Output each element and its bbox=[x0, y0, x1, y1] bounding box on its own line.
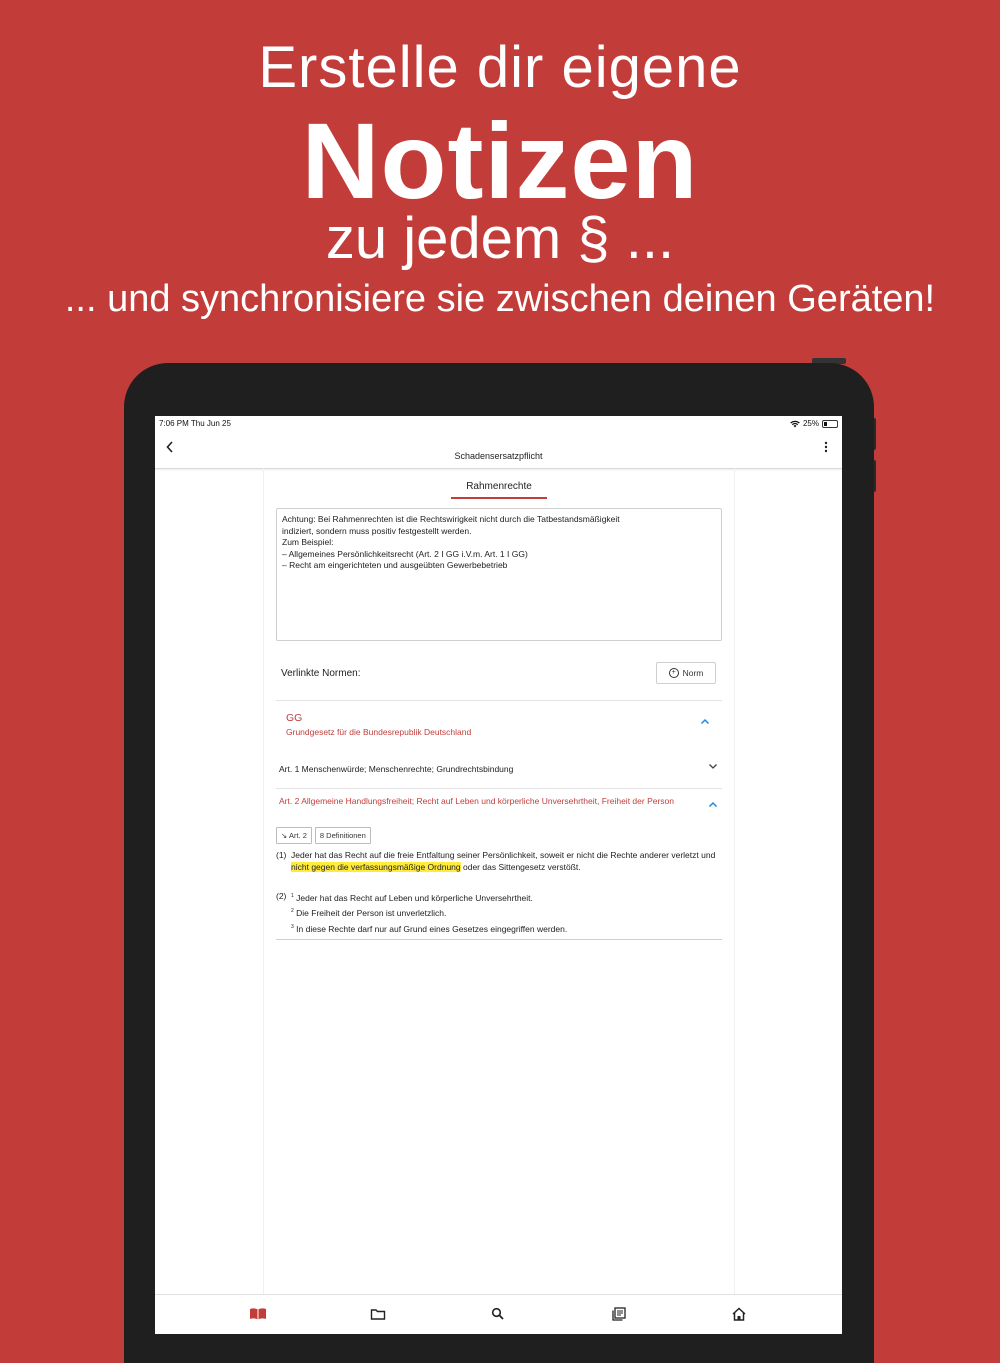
status-bar bbox=[155, 416, 842, 432]
library-icon bbox=[611, 1307, 627, 1321]
article-1-title[interactable]: Art. 1 Menschenwürde; Menschenrechte; Grundrechtsbindung bbox=[279, 764, 514, 774]
promo-headline: Notizen bbox=[301, 100, 699, 221]
article-link-chip[interactable] bbox=[276, 827, 312, 844]
divider bbox=[276, 788, 722, 789]
collapse-article-2-button[interactable] bbox=[708, 800, 718, 810]
battery-percent: 25% bbox=[802, 419, 819, 428]
tab-home[interactable] bbox=[731, 1307, 751, 1323]
note-line: – Recht am eingerichteten und ausgeübten Gewerbebetrieb bbox=[282, 560, 508, 570]
sentence-text: In diese Rechte darf nur auf Grund eines Gesetzes eingegriffen werden. bbox=[296, 923, 568, 934]
paragraph-text: oder das Sittengesetz verstößt. bbox=[460, 861, 581, 872]
highlighted-text[interactable]: nicht gegen die verfassungsmäßige Ordnung bbox=[291, 861, 461, 872]
plus-circle-icon: + bbox=[669, 668, 679, 678]
tab-book[interactable] bbox=[249, 1307, 269, 1323]
article-chips bbox=[276, 827, 371, 844]
main-content bbox=[263, 468, 735, 1294]
more-menu-button[interactable] bbox=[824, 441, 828, 453]
note-line: Zum Beispiel: bbox=[282, 537, 334, 547]
book-icon bbox=[249, 1307, 267, 1321]
divider bbox=[276, 700, 722, 701]
paragraph-text: Jeder hat das Recht auf die freie Entfaltung seiner Persönlichkeit, soweit er nicht die Rechte anderer verletzt und bbox=[291, 850, 716, 860]
battery-icon bbox=[822, 420, 838, 428]
chevron-up-icon bbox=[708, 801, 718, 808]
article-2-title[interactable]: Art. 2 Allgemeine Handlungsfreiheit; Recht auf Leben und körperliche Unversehrtheit, Freiheit der Person bbox=[279, 796, 674, 806]
paragraph-number: (2) bbox=[276, 891, 287, 901]
article-link-chip-label: Art. 2 bbox=[288, 831, 307, 840]
top-nav-bar bbox=[155, 432, 842, 469]
home-icon bbox=[731, 1307, 747, 1321]
wifi-icon bbox=[790, 420, 800, 428]
expand-article-1-button[interactable] bbox=[708, 762, 718, 772]
sentence-text: Jeder hat das Recht auf Leben und körperliche Unversehrtheit. bbox=[296, 892, 533, 903]
promo-line-4: ... und synchronisiere sie zwischen deinen Geräten! bbox=[64, 278, 936, 320]
divider bbox=[276, 939, 722, 940]
app-screen bbox=[155, 416, 842, 1334]
search-icon bbox=[491, 1307, 505, 1321]
tab-rahmenrechte[interactable]: Rahmenrechte bbox=[451, 477, 547, 499]
note-line: indiziert, sondern muss positiv festgestellt werden. bbox=[282, 525, 472, 536]
law-name[interactable]: Grundgesetz für die Bundesrepublik Deutschland bbox=[286, 727, 472, 737]
folder-icon bbox=[370, 1307, 386, 1321]
promo-line-3: zu jedem § ... bbox=[325, 206, 675, 271]
tab-search[interactable] bbox=[491, 1307, 511, 1323]
definitions-chip[interactable]: 8 Definitionen bbox=[315, 827, 371, 844]
add-norm-button[interactable] bbox=[656, 662, 716, 684]
bottom-tab-bar bbox=[155, 1294, 842, 1334]
tab-folder[interactable] bbox=[370, 1307, 390, 1323]
add-norm-label: Norm bbox=[682, 668, 704, 678]
paragraph-2 bbox=[276, 891, 716, 935]
note-textarea[interactable] bbox=[276, 508, 722, 641]
status-time: 7:06 PM Thu Jun 25 bbox=[159, 419, 231, 428]
chevron-down-icon bbox=[708, 763, 718, 770]
sentence-number: 1 bbox=[291, 893, 294, 899]
promo-line-1: Erstelle dir eigene bbox=[258, 35, 742, 100]
tab-library[interactable] bbox=[611, 1307, 631, 1323]
sentence-number: 2 bbox=[291, 908, 294, 915]
note-line: Achtung: Bei Rahmenrechten ist die Rechtswirigkeit nicht durch die Tatbestandsmäßigkeit bbox=[282, 514, 620, 524]
link-arrow-icon: ↘ bbox=[281, 831, 289, 840]
sentence-number: 3 bbox=[291, 923, 294, 930]
paragraph-number: (1) bbox=[276, 850, 287, 860]
paragraph-1 bbox=[276, 850, 716, 873]
note-line: – Allgemeines Persönlichkeitsrecht (Art. 2 I GG i.V.m. Art. 1 I GG) bbox=[282, 548, 528, 559]
chevron-up-icon bbox=[700, 718, 710, 725]
sentence-text: Die Freiheit der Person ist unverletzlich. bbox=[296, 908, 447, 919]
collapse-law-button[interactable] bbox=[700, 717, 710, 727]
law-abbreviation[interactable]: GG bbox=[286, 712, 303, 724]
page-title: Schadensersatzpflicht bbox=[454, 451, 543, 461]
more-vertical-icon bbox=[824, 441, 828, 453]
linked-norms-label: Verlinkte Normen: bbox=[281, 668, 361, 679]
